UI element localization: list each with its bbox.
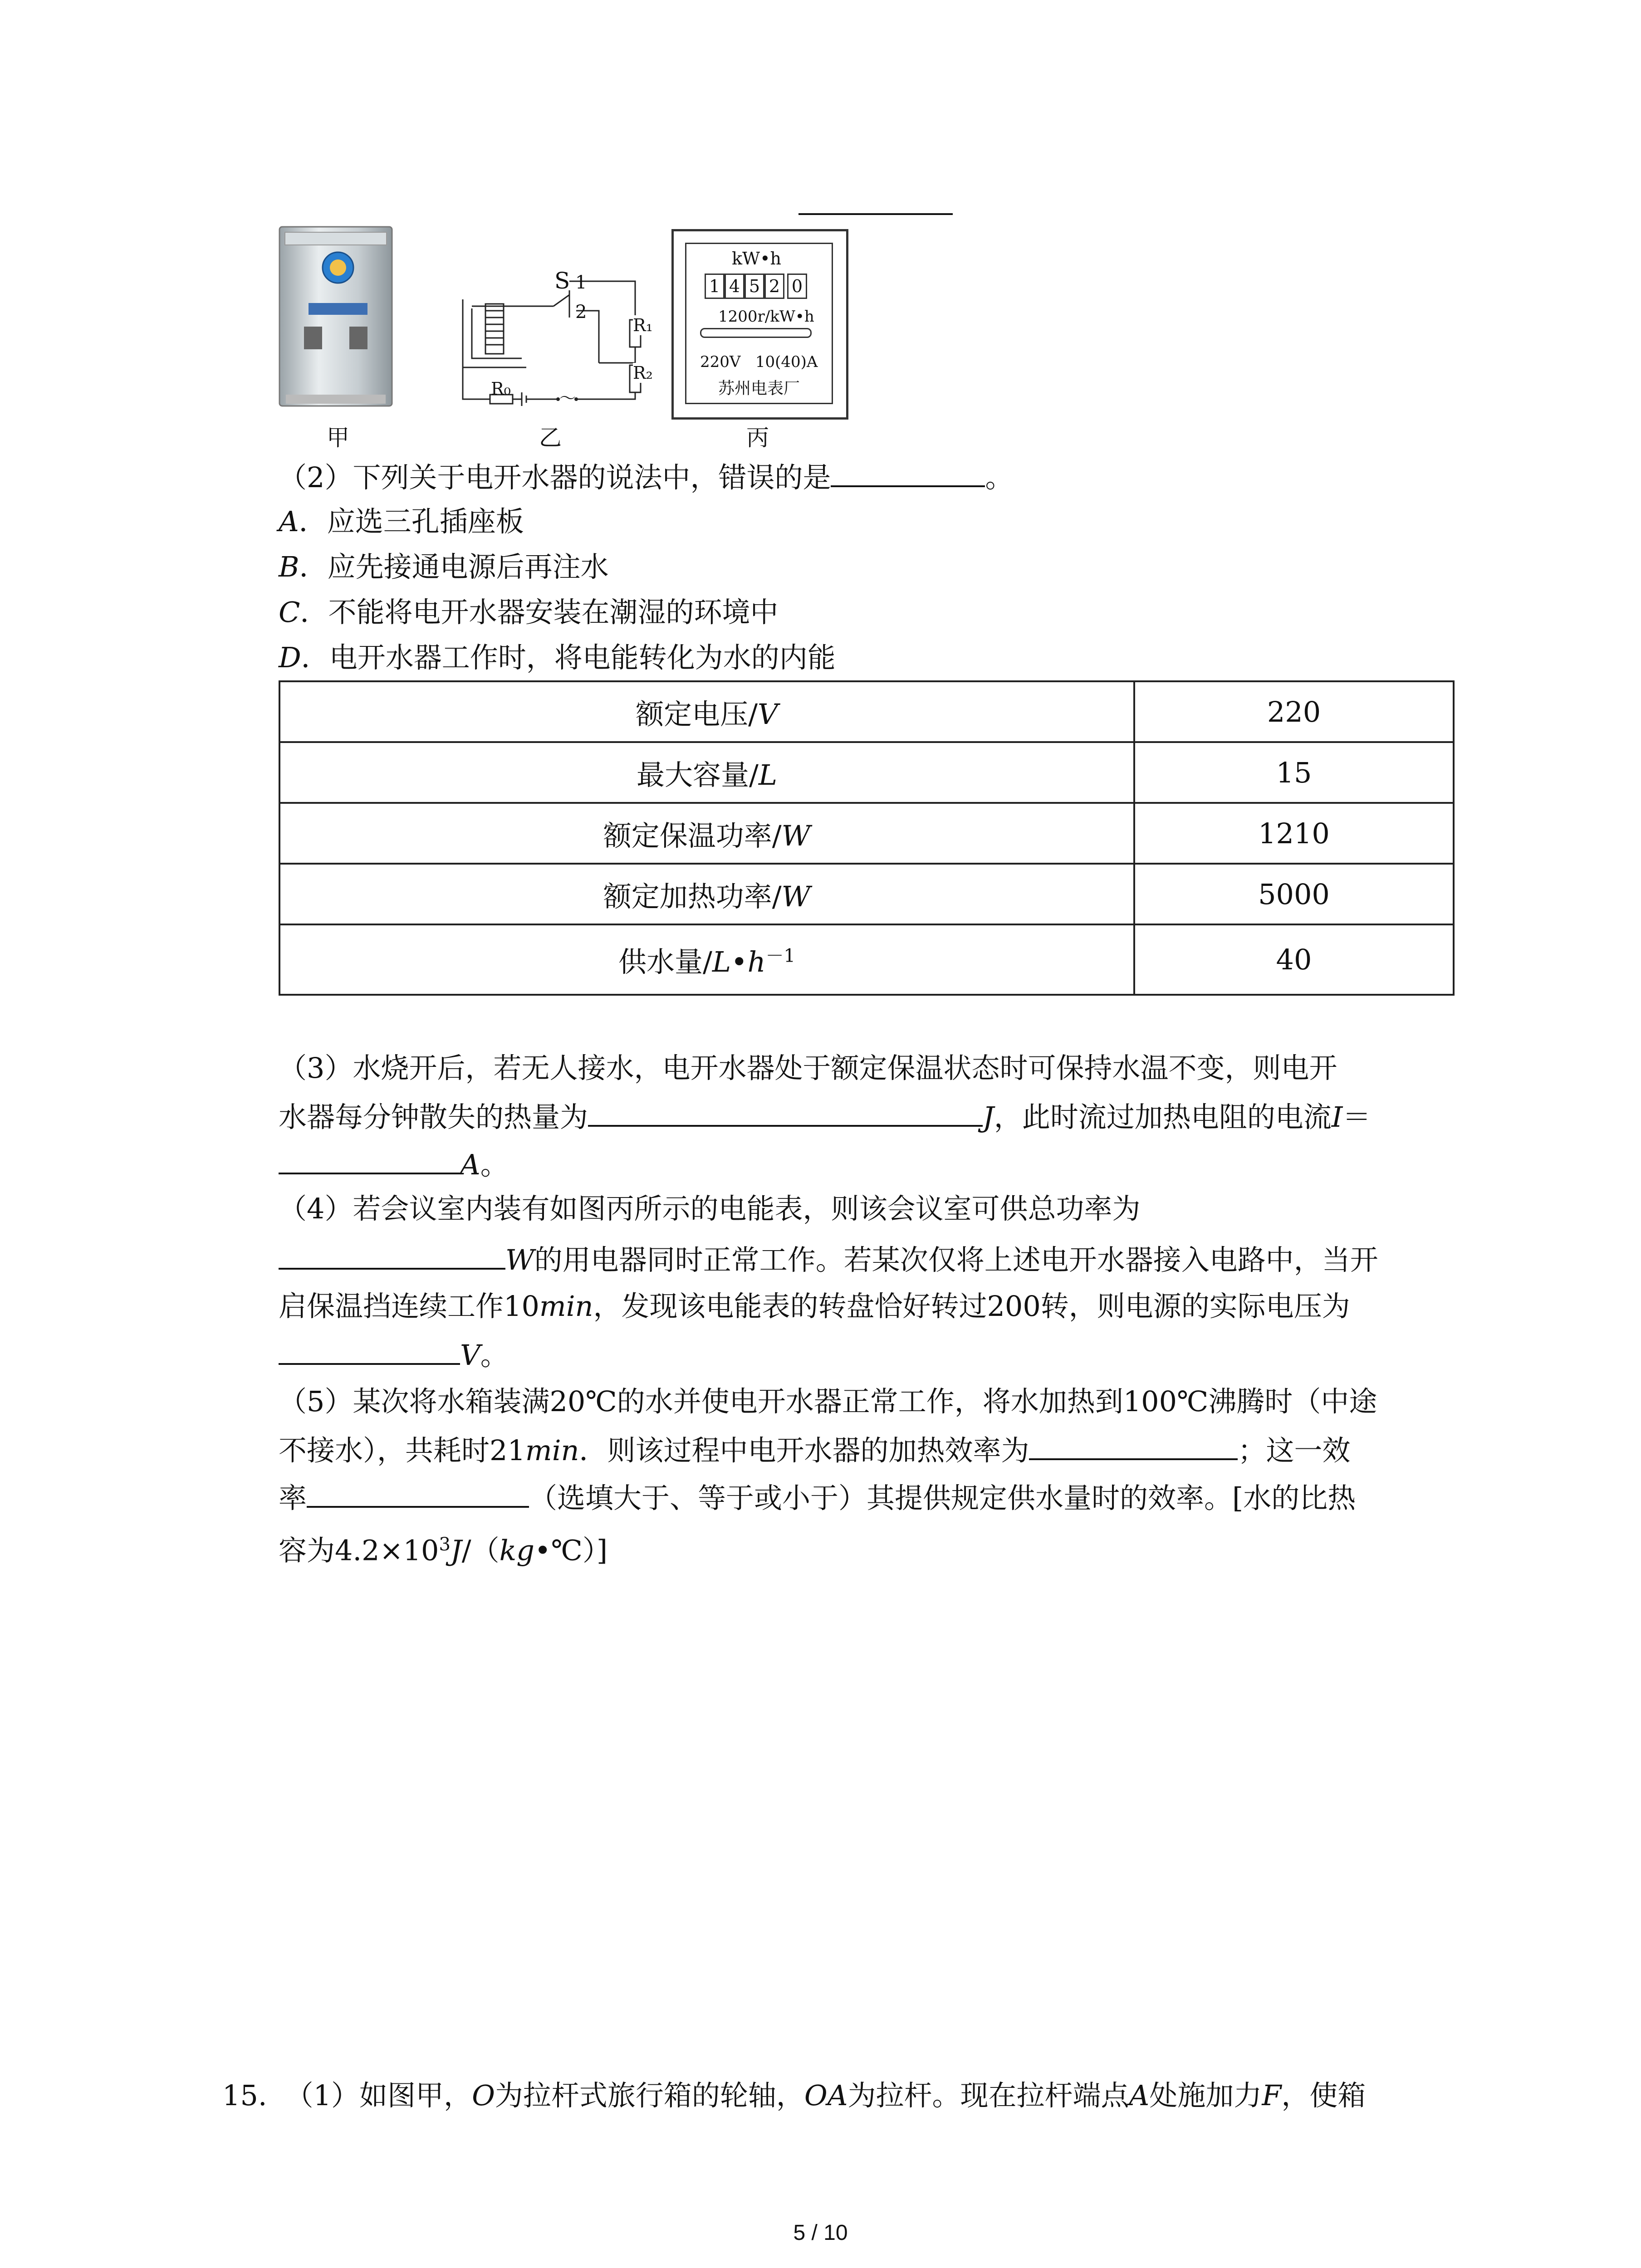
q15-text: 为拉杆。现在拉杆端点 (847, 2079, 1129, 2112)
meter-unit: kW•h (732, 249, 781, 269)
q15-text: 处施加力 (1149, 2079, 1262, 2112)
q5-line3 (279, 1474, 1356, 1521)
q5-text: （选填大于、等于或小于）其提供规定供水量时的效率。[水的比热 (529, 1481, 1356, 1515)
meter-rate: 1200r/kW•h (718, 308, 814, 326)
unit: min (539, 1290, 593, 1323)
top-blank (798, 213, 953, 215)
label-r1: R₁ (633, 315, 653, 335)
meter-disc (700, 328, 812, 338)
q5-text: 不接水），共耗时21 (279, 1434, 525, 1467)
row-value: 220 (1134, 681, 1454, 742)
row-value: 15 (1134, 742, 1454, 803)
row-unit: L (758, 758, 778, 792)
q2-stem-text: （2）下列关于电开水器的说法中，错误的是 (279, 461, 831, 494)
figure-yi (454, 254, 653, 408)
answer-blank[interactable] (588, 1093, 983, 1127)
table-row (279, 864, 1454, 924)
q2-option-a (279, 499, 524, 544)
q4-line4 (279, 1331, 509, 1378)
option-letter: D (279, 641, 301, 674)
row-unit: V (758, 697, 778, 731)
row-unit: W (781, 880, 811, 913)
superscript: 3 (439, 1534, 451, 1555)
label-2: 2 (575, 302, 587, 323)
figure-bing (671, 229, 848, 420)
meter-maker: 苏州电表厂 (718, 379, 800, 398)
q5-text: ．则该过程中电开水器的加热效率为 (579, 1434, 1029, 1467)
answer-blank[interactable] (1029, 1427, 1238, 1460)
digit: 5 (745, 274, 764, 299)
unit: A (460, 1148, 480, 1181)
q5-text: /（ (461, 1534, 500, 1567)
digit: 0 (787, 274, 807, 299)
unit: V (460, 1339, 480, 1372)
var: A (1129, 2079, 1150, 2112)
figure-jia (277, 222, 395, 413)
answer-blank[interactable] (831, 454, 985, 487)
option-text: ．电开水器工作时，将电能转化为水的内能 (301, 641, 836, 674)
row-unit: L•h (712, 945, 766, 978)
q2-option-b (279, 544, 609, 590)
q3-line2 (279, 1093, 1371, 1140)
q3-line1: （3）水烧开后，若无人接水，电开水器处于额定保温状态时可保持水温不变，则电开 (279, 1051, 1337, 1085)
q3-text: ，此时流过加热电阻的电流 (994, 1100, 1332, 1134)
q3-text: 。 (480, 1148, 509, 1181)
option-letter: A (279, 505, 299, 538)
answer-blank[interactable] (307, 1474, 529, 1508)
q4-line2 (279, 1236, 1378, 1283)
q5-line4 (279, 1522, 607, 1574)
q2-stem (279, 454, 1013, 500)
row-label: 供水量/ (618, 945, 712, 978)
q5-line1: （5）某次将水箱装满20℃的水并使电开水器正常工作，将水加热到100℃沸腾时（中途 (279, 1385, 1377, 1418)
q4-text: 的用电器同时正常工作。若某次仅将上述电开水器接入电路中，当开 (534, 1243, 1378, 1276)
option-letter: C (279, 596, 300, 629)
q15-line1 (222, 2073, 1366, 2118)
q5-text: ；这一效 (1238, 1434, 1351, 1467)
q3-text: 水器每分钟散失的热量为 (279, 1100, 588, 1134)
question-number: 15. (222, 2079, 267, 2112)
q5-line2 (279, 1427, 1351, 1473)
q4-text: 启保温挡连续工作10 (279, 1290, 539, 1323)
option-letter: B (279, 550, 299, 583)
answer-blank[interactable] (279, 1331, 460, 1365)
label-r2: R₂ (633, 363, 653, 383)
q4-text: 。 (480, 1339, 509, 1372)
q15-text: ，使箱 (1281, 2079, 1366, 2112)
q5-text: •℃）] (534, 1534, 608, 1567)
digit: 4 (725, 274, 745, 299)
eq: ＝ (1342, 1100, 1371, 1134)
unit: min (525, 1434, 579, 1467)
water-boiler-illustration (277, 222, 395, 413)
row-label: 额定加热功率/ (603, 880, 782, 913)
row-value: 1210 (1134, 803, 1454, 864)
table-row (279, 803, 1454, 864)
q2-option-d (279, 635, 836, 680)
unit: J (983, 1100, 994, 1134)
row-unit: W (781, 819, 811, 852)
q4-line3 (279, 1284, 1350, 1329)
caption-jia: 甲 (327, 425, 349, 451)
row-label: 额定保温功率/ (603, 819, 782, 852)
unit: J (450, 1534, 462, 1567)
q15-text: 为拉杆式旅行箱的轮轴， (495, 2079, 804, 2112)
label-ac: ～ (559, 389, 576, 408)
row-label: 最大容量/ (636, 758, 759, 792)
meter-digits (705, 274, 807, 299)
q5-text: 容为4.2×10 (279, 1534, 439, 1567)
q4-text: ，发现该电能表的转盘恰好转过200转，则电源的实际电压为 (593, 1290, 1350, 1323)
table-row (279, 681, 1454, 742)
q15-text: （1）如图甲， (285, 2079, 472, 2112)
label-r0: R₀ (491, 379, 511, 399)
row-value: 5000 (1134, 864, 1454, 924)
var: OA (804, 2079, 848, 2112)
page-number: 5 / 10 (793, 2221, 848, 2245)
option-text: ．应先接通电源后再注水 (299, 550, 609, 583)
caption-yi: 乙 (539, 425, 562, 451)
label-1: 1 (575, 272, 587, 293)
answer-blank[interactable] (279, 1141, 460, 1174)
row-value: 40 (1134, 924, 1454, 995)
option-text: ．不能将电开水器安装在潮湿的环境中 (300, 596, 779, 629)
digit: 2 (764, 274, 784, 299)
q5-text: 率 (279, 1481, 307, 1515)
unit: W (505, 1243, 534, 1276)
var: F (1262, 2079, 1282, 2112)
answer-blank[interactable] (279, 1236, 505, 1270)
relay-circuit-diagram (454, 254, 649, 408)
row-label: 额定电压/ (636, 697, 758, 731)
table-row (279, 924, 1454, 995)
spec-table (279, 680, 1455, 996)
option-text: ．应选三孔插座板 (299, 505, 524, 538)
var: O (472, 2079, 495, 2112)
row-sup: －1 (765, 945, 796, 967)
caption-bing: 丙 (746, 425, 769, 451)
q2-stem-end: 。 (985, 461, 1014, 494)
q4-line1: （4）若会议室内装有如图丙所示的电能表，则该会议室可供总功率为 (279, 1192, 1141, 1225)
label-s: S (554, 268, 570, 294)
unit: kg (499, 1534, 534, 1567)
var: I (1331, 1100, 1343, 1134)
q3-line3 (279, 1141, 509, 1188)
meter-rating: 220V 10(40)A (700, 353, 818, 371)
digit: 1 (705, 274, 725, 299)
q2-option-c (279, 590, 778, 635)
table-row (279, 742, 1454, 803)
